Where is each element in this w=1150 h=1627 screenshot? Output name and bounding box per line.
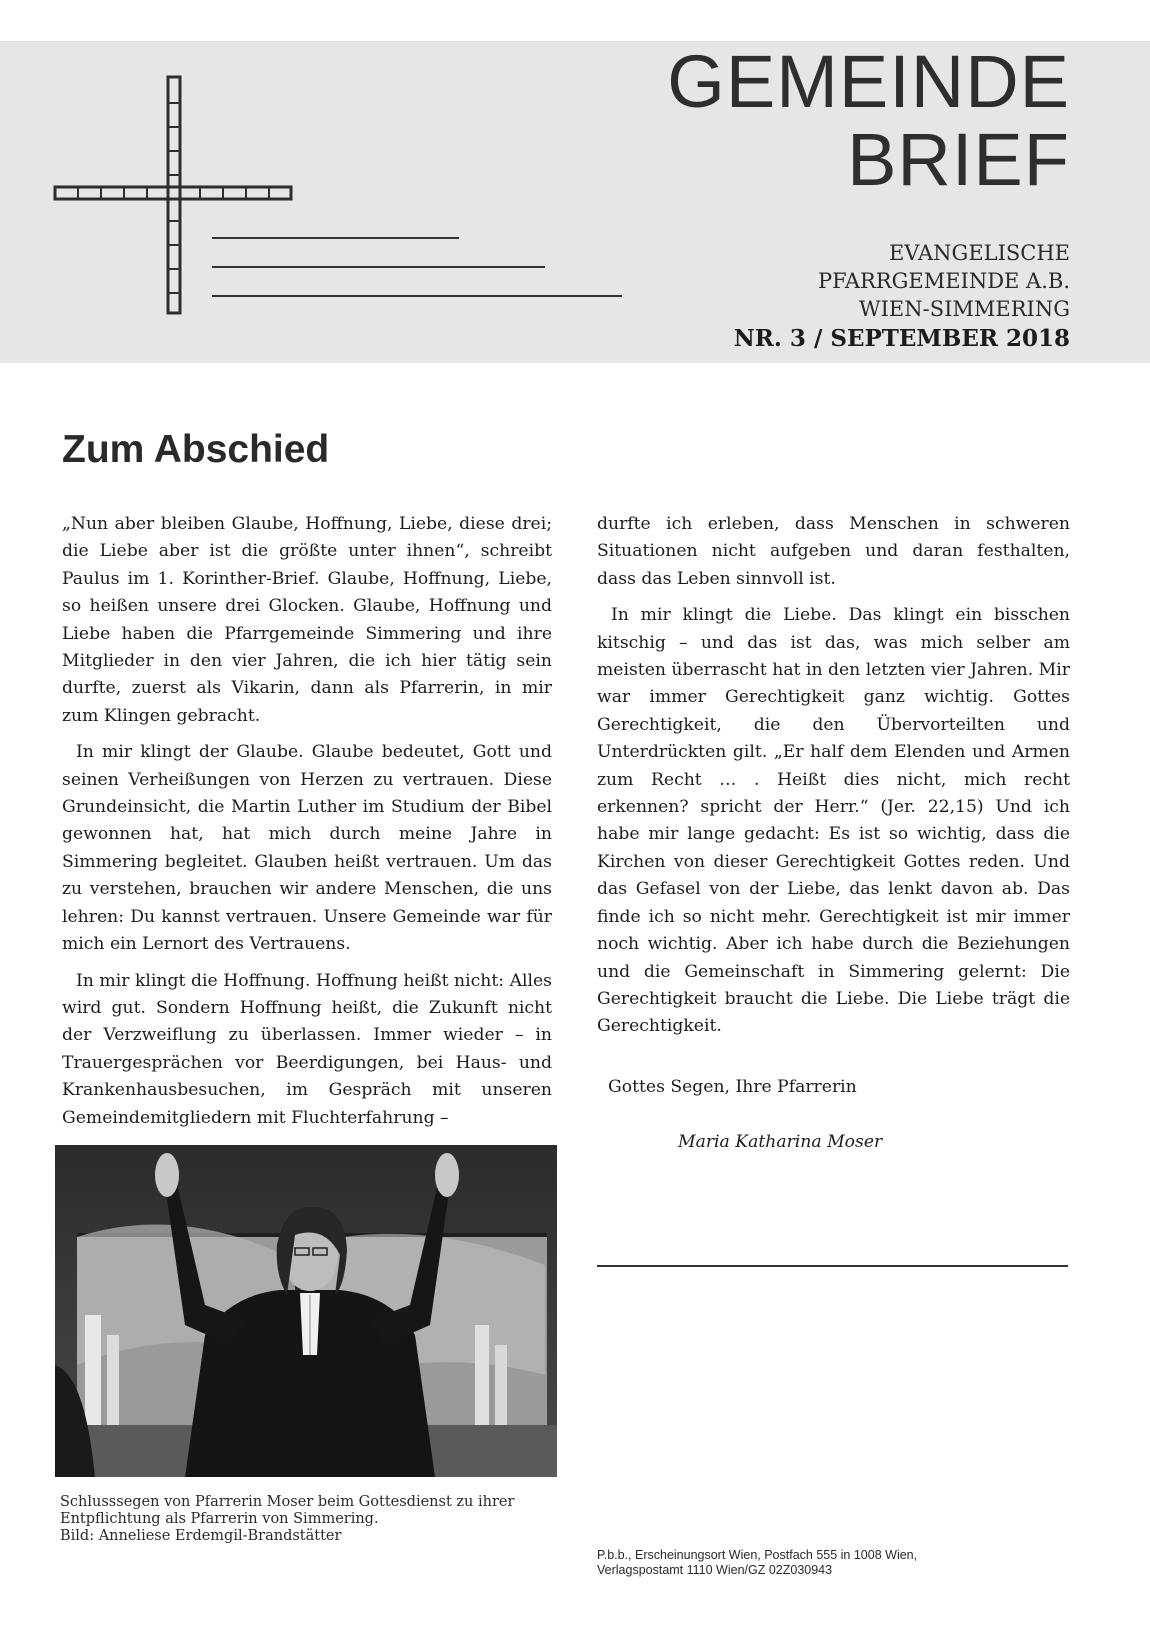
parish-name-line1: EVANGELISCHE bbox=[888, 241, 1070, 265]
masthead-title-line2: BRIEF bbox=[847, 118, 1070, 201]
parish-name-line3: WIEN-SIMMERING bbox=[859, 297, 1070, 321]
article-paragraph: In mir klingt der Glaube. Glaube bedeutet, Gott und seinen Verheißungen von Herzen zu vertrauen. Diese Grundeinsicht, die Martin Luther im Studium der Bibel gewonnen hat, hat mich durch meine Jahre in Simmering begleitet. Glauben heißt vertrauen. Um das zu verstehen, brauchen wir andere Menschen, die uns lehren: Du kannst vertrauen. Unsere Gemeinde war für mich ein Lernort des Vertrauens. bbox=[62, 742, 552, 955]
article-headline: Zum Abschied bbox=[62, 428, 330, 471]
article-paragraph: In mir klingt die Hoffnung. Hoffnung heißt nicht: Alles wird gut. Sondern Hoffnung heißt, die Zukunft nicht der Verzweiflung zu überlassen. Immer wieder – in Trauergesprächen vor Beerdigungen, bei Haus- und Krankenhausbesuchen, im Gespräch mit unseren Gemeindemitgliedern mit Fluchterfahrung – bbox=[62, 970, 552, 1128]
parish-name bbox=[818, 239, 1070, 323]
photo-credit: Bild: Anneliese Erdemgil-Brandstätter bbox=[60, 1528, 342, 1544]
issue-number: NR. 3 / SEPTEMBER 2018 bbox=[733, 325, 1070, 352]
article-column-right bbox=[597, 511, 1070, 1050]
article-paragraph: „Nun aber bleiben Glaube, Hoffnung, Liebe, diese drei; die Liebe aber ist die größte unter ihnen“, schreibt Paulus im 1. Korinther-Brief. Glaube, Hoffnung, Liebe, so heißen unsere drei Glocken. Glaube, Hoffnung und Liebe haben die Pfarrgemeinde Simmering und ihre Mitglieder in den vier Jahren, die ich hier tätig sein durfte, zuerst als Vikarin, dann als Pfarrerin, in mir zum Klingen gebracht. bbox=[62, 514, 552, 726]
masthead-title bbox=[667, 40, 1070, 201]
article-column-left bbox=[62, 511, 552, 1141]
signature: Maria Katharina Moser bbox=[678, 1132, 883, 1152]
signature-divider bbox=[597, 1265, 1068, 1267]
postal-info bbox=[597, 1548, 917, 1578]
caption-line-1: Schlusssegen von Pfarrerin Moser beim Gottesdienst zu ihrer bbox=[60, 1494, 515, 1510]
masthead-title-line1: GEMEINDE bbox=[667, 40, 1070, 123]
pastor-photo bbox=[55, 1145, 557, 1477]
article-paragraph: In mir klingt die Liebe. Das klingt ein bisschen kitschig – und das ist das, was mich selber am meisten überrascht hat in den letzten vier Jahren. Mir war immer Gerechtigkeit ganz wichtig. Gottes Gerechtigkeit, die den Übervorteilten und Unterdrückten gilt. „Er half dem Elenden und Armen zum Recht … . Heißt dies nicht, mich recht erkennen? spricht der Herr.“ (Jer. 22,15) Und ich habe mir lange gedacht: Es ist so wichtig, dass die Kirchen von dieser Gerechtigkeit Gottes reden. Und das Gefasel von der Liebe, das lenkt davon ab. Das finde ich so nicht mehr. Gerechtigkeit ist mir immer noch wichtig. Aber ich habe durch die Beziehungen und die Gemeinschaft in Simmering gelernt: Die Gerechtigkeit braucht die Liebe. Die Liebe trägt die Gerechtigkeit. bbox=[597, 605, 1070, 1037]
article-paragraph: durfte ich erleben, dass Menschen in schweren Situationen nicht aufgeben und daran festhalten, dass das Leben sinnvoll ist. bbox=[597, 514, 1070, 589]
caption-line-2: Entpflichtung als Pfarrerin von Simmering. bbox=[60, 1511, 379, 1527]
parish-name-line2: PFARRGEMEINDE A.B. bbox=[817, 269, 1070, 293]
header-rule-1 bbox=[212, 237, 459, 239]
header-rule-2 bbox=[212, 266, 545, 268]
cross-logo-icon bbox=[0, 41, 640, 363]
closing-greeting: Gottes Segen, Ihre Pfarrerin bbox=[608, 1077, 857, 1097]
postal-line-1: P.b.b., Erscheinungsort Wien, Postfach 555 in 1008 Wien, bbox=[597, 1548, 918, 1562]
photo-caption bbox=[60, 1494, 580, 1545]
header-rule-3 bbox=[212, 295, 622, 297]
masthead bbox=[0, 41, 1150, 363]
pastor-blessing-image bbox=[55, 1145, 557, 1477]
postal-line-2: Verlagspostamt 1110 Wien/GZ 02Z030943 bbox=[597, 1563, 833, 1577]
